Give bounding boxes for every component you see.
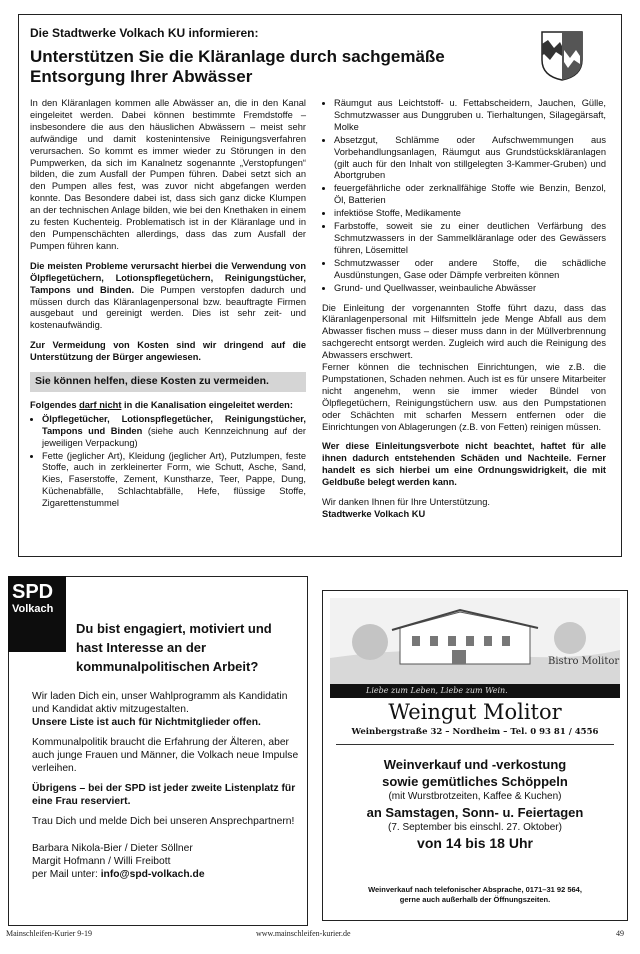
molitor-offer [330,756,620,852]
list-intro-text: Folgendes [30,399,80,410]
list-item [42,451,306,511]
footer-page-number: 49 [616,929,624,938]
spd-paragraph: Übrigens – bei der SPD ist jeder zweite Listenplatz für eine Frau reserviert. [32,783,296,807]
prohibited-list-right [322,98,606,295]
list-item: • Räumgut aus Leichtstoff- u. Fettabscheidern, Jauchen, Gülle, Schmutzwasser aus Dunggruben u. Tierhaltungen, Silagegärsaft, Molke [334,98,606,134]
footer-website: www.mainschleifen-kurier.de [256,929,351,938]
offer-hours: von 14 bis 18 Uhr [417,835,533,851]
list-item: • infektiöse Stoffe, Medikamente [334,208,606,220]
article-paragraph: Ferner können die technischen Einrichtungen, wie z.B. die Pumpstationen, Schaden nehmen. Auch ist es für unsere Mitarbeiter nicht angenehm, wenn sie immer wieder Bündel von Ölpflegetüchern, Reinigungstüchern usw. aus den Pumpstationen oder Schächten mit scharfen Messern entfernen oder die Einrichtungen von Ablagerungen (z.B. von Fetten) reinigen müssen. [322,362,606,432]
paragraph-text: Die Pumpen verstopfen dadurch und müssen durch das Kläranlagenpersonal bzw. beauftragte Firmen ausgebaut und gereinigt werden. Dies ist sehr zeit- und kostenaufwändig. [30,284,306,331]
article-paragraph: Zur Vermeidung von Kosten sind wir dringend auf die Unterstützung der Bürger angewiesen. [30,340,306,363]
bistro-label: Bistro Molitor [548,656,620,667]
molitor-name: Weingut Molitor [388,700,562,724]
signature: Stadtwerke Volkach KU [322,509,426,519]
emphasis-text: Die meisten Probleme verursacht hierbei die Verwendung von Ölpflegetüchern, Lotionspflegetüchern, Reinigungstücher, Tampons und Binden. [30,260,306,295]
molitor-slogan: Liebe zum Leben, Liebe zum Wein. [330,684,620,698]
offer-line: Weinverkauf und -verkostung [383,757,567,772]
prohibited-list-left [30,414,306,510]
spd-text: Wir laden Dich ein, unser Wahlprogramm als Kandidatin und Kandidat aktiv mitzugestalten. [32,691,288,715]
thanks-text: Wir danken Ihnen für Ihre Unterstützung. [322,497,490,508]
spd-mail-prefix: per Mail unter: [32,869,101,880]
list-item: • Farbstoffe, soweit sie zu einer deutlichen Verfärbung des Schmutzwassers in der Sammelkläranlage oder des Gewässers führen, Lösemittel [334,221,606,257]
molitor-footnote [330,885,620,905]
footnote-line: Weinverkauf nach telefonischer Absprache, 0171–31 92 564, [368,885,582,894]
spd-body [32,690,302,881]
list-item: • Schmutzwasser oder andere Stoffe, die schädliche Ausdünstungen, Gase oder Dämpfe verbreiten können [334,258,606,282]
list-item: • Absetzgut, Schlämme oder Aufschwemmungen aus Vorbehandlungsanlagen, Räumgut aus Grundstückskläranlagen (gilt auch für den Inhalt von stillgelegten 3-Kammer-Gruben) und Abortgruben [334,135,606,183]
article-headline: Unterstützen Sie die Kläranlage durch sachgemäße Entsorgung Ihrer Abwässer [30,47,445,86]
article-paragraph: Die Einleitung der vorgenannten Stoffe führt dazu, dass das Kläranlagenpersonal mit Hilfsmitteln jede Menge Abfall aus dem Abwasser fischen muss – dieser muss dann in der Müllverbrennung sachgerecht entsorgt werden. Zugleich wird auch die Reinigung des Abwassers erschwert. [322,302,606,361]
article-paragraph [30,261,306,332]
spd-headline: Du bist engagiert, motiviert und hast Interesse an der kommunalpolitischen Arbeit? [76,621,272,674]
winery-sketch-image [330,598,620,684]
spd-paragraph: Trau Dich und melde Dich bei unseren Ansprechpartnern! [32,816,295,827]
spd-contact: Barbara Nikola-Bier / Dieter Söllner [32,843,193,854]
list-intro-text: in die Kanalisation eingeleitet werden: [121,399,293,410]
list-item-text: (siehe auch Kennzeichnung auf der jeweiligen Verpackung) [42,425,307,448]
article-column-left [30,98,306,511]
molitor-address: Weinbergstraße 32 – Nordheim – Tel. 0 93 81 / 4556 [351,727,599,737]
article-paragraph: Wer diese Einleitungsverbote nicht beachtet, haftet für alle ihnen dadurch entstehenden Schäden und Nachteile. Ferner handelt es sich hierbei um eine Ordnungswidrigkeit, die mit Geldbuße belegt werden kann. [322,441,606,488]
article-paragraph: In den Kläranlagen kommen alle Abwässer an, die in den Kanal eingeleitet werden. Dabei können bestimmte Fremdstoffe – insbesondere die aus den häuslichen Abwässern – meist sehr aufwändige und damit kostenintensive Reinigungsverfahren verursachen. So kommt es immer wieder zu Störungen in den Pumpwerken, da sich im Kanalnetz sogenannte „Verstopfungen“ bilden, die zum Ausfall der Pumpen führen. Dabei setzt sich an den Pumpen alles fest, was zuvor nicht abgefangen werden konnte. Das Besondere dabei ist, dass sich ganz dicke Klumpen an der technischen Anlage bilden, wie bei den Knethaken in einem zu festen Kuchenteig. Problematisch ist in der Kläranlage und in den Pumpenschächten allerdings, dass das zum Ausfall der Pumpen führen kann. [30,98,306,251]
list-intro-underlined: darf nicht [79,399,122,410]
spd-emphasis: Unsere Liste ist auch für Nichtmitglieder offen. [32,717,261,728]
spd-logo-subtext: Volkach [12,603,54,615]
spd-paragraph: Kommunalpolitik braucht die Erfahrung der Älteren, aber auch junge Frauen und Männer, die Volkach neue Impulse verleihen. [32,737,299,774]
offer-line: an Samstagen, Sonn- u. Feiertagen [366,805,584,820]
offer-line: (mit Wurstbrotzeiten, Kaffee & Kuchen) [388,791,562,802]
footnote-line: gerne auch außerhalb der Öffnungszeiten. [399,895,551,904]
article-column-right [322,98,606,529]
footer-publication: Mainschleifen-Kurier 9-19 [6,929,92,938]
divider [336,744,614,745]
spd-paragraph [32,690,302,729]
offer-line: (7. September bis einschl. 27. Oktober) [388,822,562,833]
coat-of-arms-icon [540,30,584,82]
list-item: • Grund- und Quellwasser, weinbauliche Abwässer [334,283,606,295]
highlight-banner: Sie können helfen, diese Kosten zu vermeiden. [30,372,306,392]
spd-contact: Margit Hofmann / Willi Freibott [32,856,171,867]
list-item-text: Fette (jeglicher Art), Kleidung (jeglicher Art), Putzlumpen, feste Stoffe, auch in zerkleinerter Form, wie Schutt, Asche, Sand, Kies, Faserstoffe, Zement, Kunstharze, Teer, Pappe, Dung, Küchenabfälle, Schlachtabfälle, Hefe, flüssige Stoffe, Zigarettenstummel [42,450,306,509]
list-item [42,414,306,450]
spd-logo-text: SPD [12,581,54,603]
list-item-bold: Ölpflegetücher, Lotionspflegetücher, Reinigungstücher, Tampons und Binden [42,413,306,436]
article-kicker: Die Stadtwerke Volkach KU informieren: [30,26,259,40]
spd-mail-line [32,868,302,881]
list-intro [30,400,306,412]
spd-mail-address: info@spd-volkach.de [100,869,205,880]
list-item: • feuergefährliche oder zerknallfähige Stoffe wie Benzin, Benzol, Öl, Batterien [334,183,606,207]
offer-line: sowie gemütliches Schöppeln [382,774,568,789]
